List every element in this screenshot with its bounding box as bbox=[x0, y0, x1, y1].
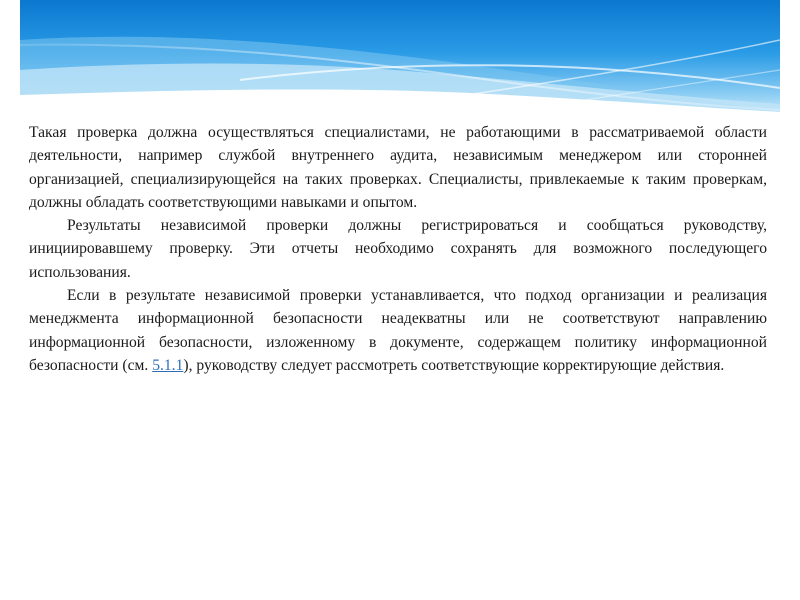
paragraph-3-text-after: ), руководству следует рассмотреть соответствующие корректирующие действия. bbox=[183, 356, 725, 374]
header-wave-banner bbox=[20, 0, 780, 118]
paragraph-3 bbox=[29, 284, 767, 377]
paragraph-1 bbox=[29, 121, 767, 214]
paragraph-2-text: Результаты независимой проверки должны регистрироваться и сообщаться руководству, инициировавшему проверку. Эти отчеты необходимо сохранять для возможного последующего использования. bbox=[29, 217, 767, 281]
section-reference-link[interactable]: 5.1.1 bbox=[152, 356, 184, 374]
document-body bbox=[29, 121, 767, 377]
paragraph-2 bbox=[29, 214, 767, 284]
paragraph-1-text: Такая проверка должна осуществляться специалистами, не работающими в рассматриваемой области деятельности, например службой внутреннего аудита, независимым менеджером или сторонней организацией, специализирующейся на таких проверках. Специалисты, привлекаемые к таким проверкам, должны обладать соответствующими навыками и опытом. bbox=[29, 124, 767, 211]
wave-graphic bbox=[20, 0, 780, 118]
paragraph-3-text-before: Если в результате независимой проверки устанавливается, что подход организации и реализация менеджмента информационной безопасности неадекватны или не соответствуют направлению информационной безопасности, изложенному в документе, содержащем политику информационной безопасности (см. bbox=[29, 287, 767, 374]
